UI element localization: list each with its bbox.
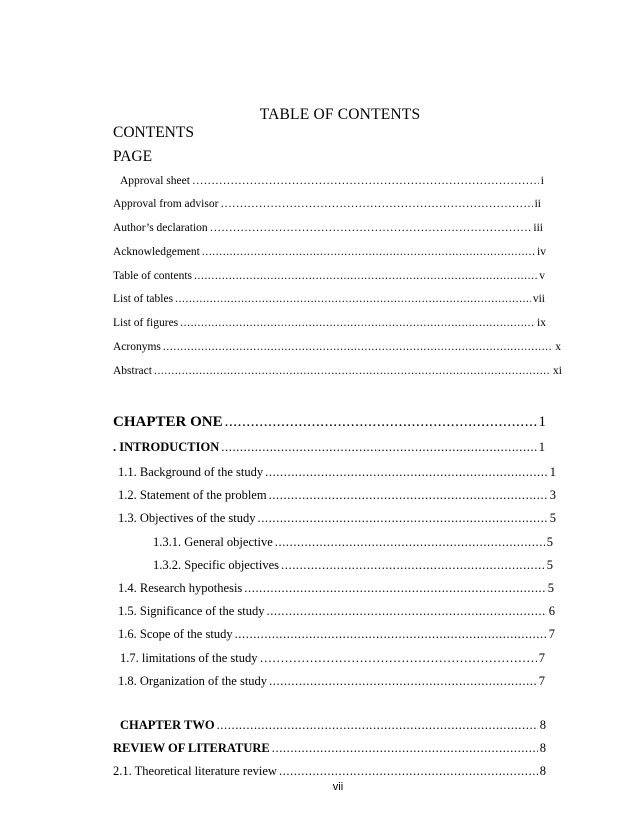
toc-entry-introduction[interactable]: . INTRODUCTION ..... 1: [113, 440, 545, 455]
toc-entry-specific-objectives[interactable]: 1.3.2. Specific objectives ..... 5: [153, 558, 553, 573]
toc-title: TABLE OF CONTENTS: [259, 106, 421, 123]
toc-entry-abstract[interactable]: Abstract ..... xi: [113, 365, 562, 377]
toc-entry-approval-from-advisor[interactable]: Approval from advisor ……………………………………………………………………………………………………………………………………………………………………………………………………………………………………………………………………………………………………………………… ii: [113, 198, 541, 210]
toc-entry-table-of-contents[interactable]: Table of contents ..... v: [113, 270, 545, 282]
toc-entry-background-of-the-study[interactable]: 1.1. Background of the study ..... 1: [118, 465, 556, 480]
toc-entry-limitations-of-the-study[interactable]: 1.7. limitations of the study ……………………………………………………………………………………………………………………………………………………………………………………………………………………………………………………………………………………………………………………… 7: [120, 651, 545, 666]
toc-entry-acknowledgement[interactable]: Acknowledgement ..... iv: [113, 246, 546, 258]
toc-entry-organization-of-the-study[interactable]: 1.8. Organization of the study ..... 7: [118, 674, 545, 689]
toc-entry-significance-of-the-study[interactable]: 1.5. Significance of the study ..... 6: [118, 604, 555, 619]
page-heading: PAGE: [113, 148, 153, 165]
toc-entry-statement-of-the-problem[interactable]: 1.2. Statement of the problem ..... 3: [118, 488, 556, 503]
page-number-footer: vii: [332, 781, 344, 793]
toc-entry-theoretical-literature-review[interactable]: 2.1. Theoretical literature review ..... 8: [113, 764, 546, 779]
toc-entry-list-of-figures[interactable]: List of figures ..... ix: [113, 317, 546, 329]
toc-entry-scope-of-the-study[interactable]: 1.6. Scope of the study ..... 7: [118, 627, 555, 642]
toc-entry-chapter-two[interactable]: CHAPTER TWO ..... 8: [120, 718, 546, 733]
toc-entry-authors-declaration[interactable]: Author’s declaration ……………………………………………………………………………………………………………………………………………………………………………………………………………………………………………………………………………………………………………………… iii: [113, 222, 543, 234]
contents-heading: CONTENTS: [113, 124, 194, 141]
toc-entry-review-of-literature[interactable]: REVIEW OF LITERATURE ..... 8: [113, 741, 546, 756]
toc-entry-research-hypothesis[interactable]: 1.4. Research hypothesis ..... 5: [118, 581, 554, 596]
toc-entry-general-objective[interactable]: 1.3.1. General objective ..... 5: [153, 535, 553, 550]
toc-entry-objectives-of-the-study[interactable]: 1.3. Objectives of the study ..... 5: [118, 511, 556, 526]
toc-entry-list-of-tables[interactable]: List of tables ..... vii: [113, 293, 545, 305]
toc-entry-acronyms[interactable]: Acronyms ..... x: [113, 341, 561, 353]
toc-entry-chapter-one[interactable]: CHAPTER ONE ..... 1: [113, 414, 546, 431]
toc-entry-approval-sheet[interactable]: Approval sheet ……………………………………………………………………………………………………………………………………………………………………………………………………………………………………………………………………………………………………………………… i: [120, 175, 544, 187]
